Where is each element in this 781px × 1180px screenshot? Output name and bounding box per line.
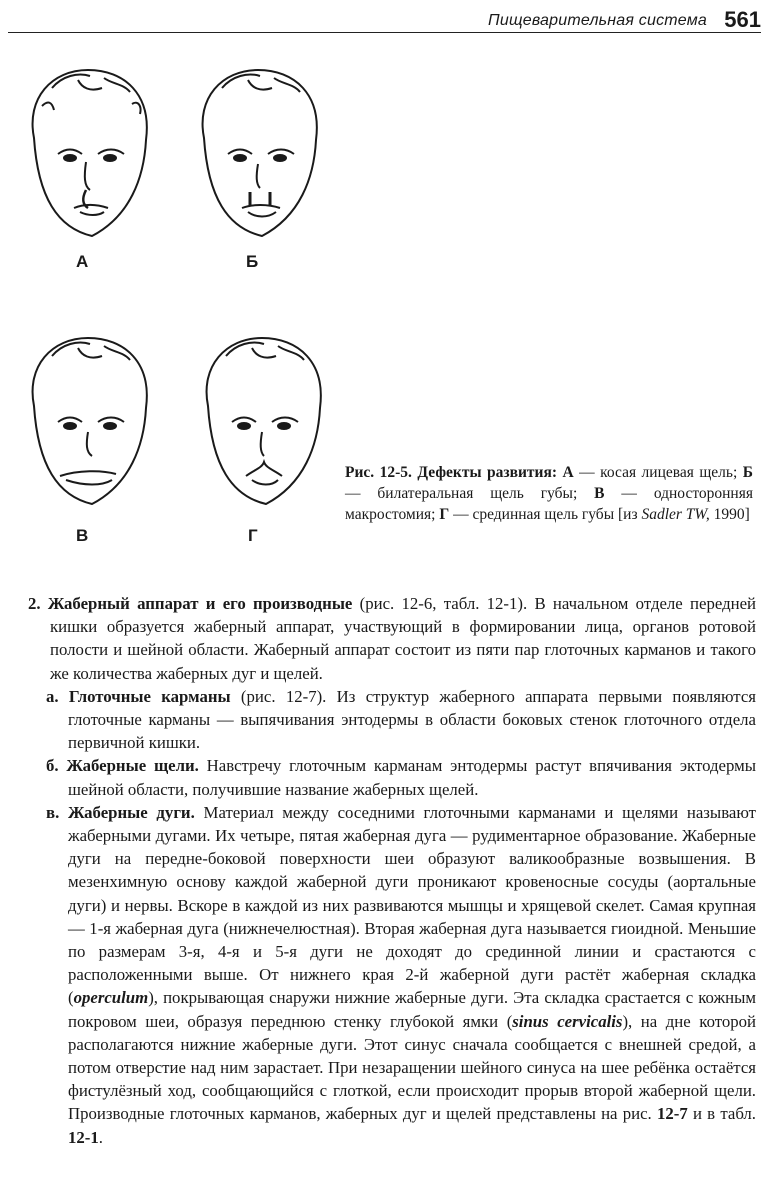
- list-item-v: [28, 801, 756, 1149]
- item-v-sinus: sinus cervicalis: [512, 1011, 623, 1031]
- caption-year: 1990]: [709, 506, 750, 523]
- item-a-title: Глоточные карманы: [68, 686, 231, 706]
- item-v-text-1: Материал между соседними глоточными карманами и щелями называют жаберными дугами. Их четыре, пятая жаберная дуга — рудиментарное образование. Жаберные дуги на передне-боковой поверхности шеи образуют валикообразные возвышения. В мезенхимную основу каждой жаберной дуги проникают кровеносные сосуды (аортальные дуги) и нервы. Вскоре в каждой из них развиваются мышцы и хрящевой скелет. Самая крупная — 1-я жаберная дуга (нижнечелюстная). Вторая жаберная дуга называется гиоидной. Меньшие по размерам 3-я, 4-я и 5-я дуги не доходят до срединной линии и срастаются с расположенными выше. От нижнего края 2-й жаберной дуги растёт жаберная складка (: [68, 802, 757, 1008]
- item-v-text-2: ), покрывающая снаружи нижние жаберные дуги. Эта складка срастается с кожным покровом шеи, образуя переднюю стенку глубокой ямки (: [68, 988, 756, 1031]
- face-label-b: Б: [246, 252, 259, 271]
- caption-text-a: — косая лицевая щель;: [573, 464, 743, 481]
- figure-caption: [345, 462, 753, 525]
- item-a-marker: а.: [46, 686, 69, 706]
- caption-label-g: Г: [439, 506, 450, 523]
- caption-title: Дефекты развития:: [417, 464, 558, 481]
- face-v-drawing: [12, 326, 162, 516]
- running-title: Пищеварительная система: [488, 12, 707, 29]
- item-v-text-3: ), на дне которой располагаются нижние жаберные дуги. Этот синус сначала сообщается с внешней средой, а потом отверстие над ним зарастает. При незаращении шейного синуса на шее ребёнка остаётся фистулёзный ход, сообщающийся с глоткой, если происходит прорыв второй жаберной щели. Производные глоточных карманов, жаберных дуг и щелей представлены на рис.: [68, 1011, 756, 1124]
- section-ref: (рис. 12-6, табл. 12-1).: [352, 594, 528, 613]
- section-text: В начальном отделе передней кишки образуется жаберный аппарат, участвующий в формировании лица, органов ротовой полости и шейной области. Жаберный аппарат состоит из пяти пар глоточных карманов и такого же количества жаберных дуг и щелей.: [50, 594, 757, 683]
- caption-text-g: — срединная щель губы [из: [449, 506, 642, 523]
- section-paragraph: [28, 592, 756, 685]
- caption-text-b: — билатеральная щель губы;: [345, 485, 595, 502]
- item-b-title: Жаберные щели.: [66, 756, 199, 776]
- main-text: [28, 592, 756, 1149]
- caption-label-v: В: [594, 485, 605, 502]
- list-item-b: [28, 754, 756, 800]
- item-v-operculum: operculum: [73, 988, 149, 1008]
- item-b-text: Навстречу глоточным карманам энтодермы растут впячивания эктодермы шейной области, получившие название жаберных щелей.: [68, 756, 757, 799]
- section-title: Жаберный аппарат и его производные: [47, 594, 353, 613]
- face-label-v: В: [76, 526, 89, 545]
- item-v-marker: в.: [46, 802, 68, 822]
- running-header: [8, 4, 761, 33]
- section-number: 2.: [28, 594, 48, 613]
- item-v-mid: и в табл.: [687, 1104, 757, 1124]
- face-illustration-g: [186, 326, 336, 516]
- list-item-a: [28, 685, 756, 755]
- face-a-drawing: [12, 58, 162, 248]
- item-b-marker: б.: [46, 756, 67, 776]
- item-v-title: Жаберные дуги.: [67, 802, 195, 822]
- item-v-end: .: [98, 1127, 103, 1147]
- item-v-ref-2: 12-1: [68, 1127, 99, 1147]
- caption-source: Sadler TW,: [641, 506, 710, 523]
- face-label-a: А: [76, 252, 89, 271]
- caption-figure-number: Рис. 12-5.: [345, 464, 412, 481]
- caption-label-b: Б: [742, 464, 753, 481]
- face-illustration-a: [12, 58, 162, 248]
- item-v-ref-1: 12-7: [656, 1104, 688, 1124]
- item-a-text: Из структур жаберного аппарата первыми появляются глоточные карманы — выпячивания энтодермы в области боковых стенок глоточного отдела первичной кишки.: [68, 686, 756, 753]
- face-g-drawing: [186, 326, 336, 516]
- face-illustration-v: [12, 326, 162, 516]
- face-illustration-b: [182, 58, 332, 248]
- face-b-drawing: [182, 58, 332, 248]
- caption-label-a: А: [562, 464, 574, 481]
- face-label-g: Г: [248, 526, 258, 545]
- item-a-ref: (рис. 12-7).: [230, 686, 327, 706]
- page-number: 561: [724, 7, 761, 32]
- caption-text-v: — односторонняя макростомия;: [345, 485, 753, 523]
